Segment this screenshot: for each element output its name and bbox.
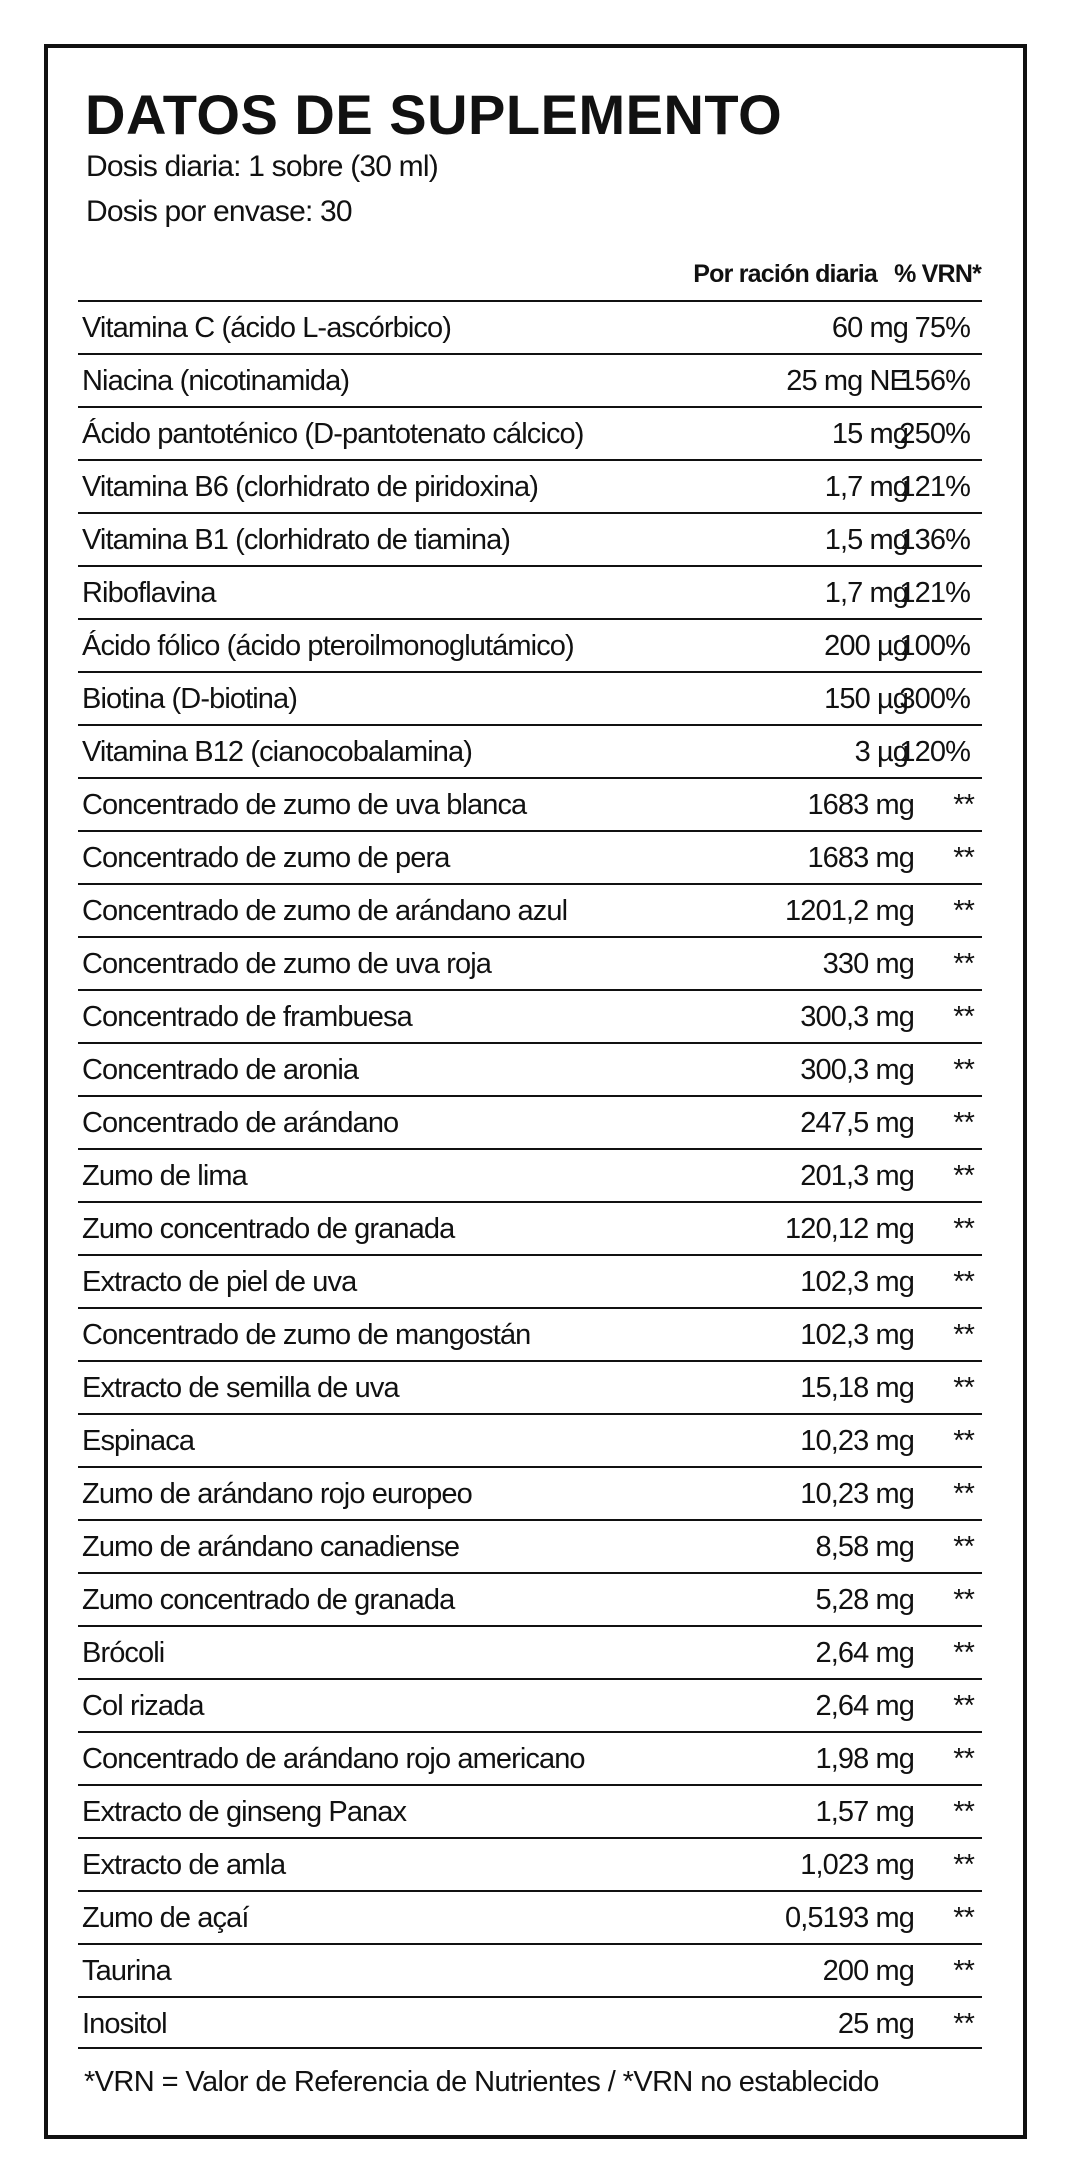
column-header-amount: Por ración diaria — [693, 260, 877, 288]
nutrient-amount: 1683 mg — [807, 842, 914, 874]
table-row — [78, 1572, 982, 1625]
nutrient-amount: 0,5193 mg — [785, 1902, 914, 1934]
nutrient-vrn: 120% — [899, 736, 970, 768]
nutrient-vrn: ** — [953, 1107, 974, 1139]
nutrient-name: Concentrado de zumo de arándano azul — [82, 895, 568, 927]
nutrient-table — [78, 300, 982, 2049]
nutrient-amount: 2,64 mg — [815, 1690, 914, 1722]
nutrient-amount: 15,18 mg — [800, 1372, 914, 1404]
table-row — [78, 1148, 982, 1201]
nutrient-amount: 200 µg — [824, 630, 908, 662]
table-row — [78, 936, 982, 989]
nutrient-amount: 5,28 mg — [815, 1584, 914, 1616]
nutrient-name: Zumo de arándano canadiense — [82, 1531, 460, 1563]
table-row — [78, 1360, 982, 1413]
column-header-vrn: % VRN* — [894, 260, 981, 288]
nutrient-amount: 2,64 mg — [815, 1637, 914, 1669]
table-row — [78, 989, 982, 1042]
nutrient-vrn: 121% — [899, 471, 970, 503]
nutrient-name: Vitamina B6 (clorhidrato de piridoxina) — [82, 471, 539, 503]
nutrient-vrn: ** — [953, 1372, 974, 1404]
nutrient-amount: 1,57 mg — [815, 1796, 914, 1828]
nutrient-amount: 1,7 mg — [824, 577, 908, 609]
table-row — [78, 724, 982, 777]
nutrient-vrn: 121% — [899, 577, 970, 609]
nutrient-amount: 1,98 mg — [815, 1743, 914, 1775]
nutrient-name: Vitamina B12 (cianocobalamina) — [82, 736, 472, 768]
table-row — [78, 459, 982, 512]
nutrient-name: Concentrado de arándano rojo americano — [82, 1743, 585, 1775]
table-row — [78, 777, 982, 830]
nutrient-name: Brócoli — [82, 1637, 165, 1669]
nutrient-amount: 10,23 mg — [800, 1425, 914, 1457]
nutrient-name: Vitamina C (ácido L-ascórbico) — [82, 312, 451, 344]
footnote: *VRN = Valor de Referencia de Nutrientes / *VRN no establecido — [84, 2066, 879, 2098]
nutrient-amount: 200 mg — [822, 1955, 914, 1987]
nutrient-name: Extracto de semilla de uva — [82, 1372, 399, 1404]
nutrient-vrn: ** — [953, 1531, 974, 1563]
table-row — [78, 1784, 982, 1837]
daily-dose: Dosis diaria: 1 sobre (30 ml) — [86, 150, 438, 183]
nutrient-amount: 15 mg — [831, 418, 908, 450]
table-row — [78, 406, 982, 459]
table-row — [78, 1254, 982, 1307]
nutrient-amount: 120,12 mg — [785, 1213, 914, 1245]
table-row — [78, 1837, 982, 1890]
nutrient-vrn: 250% — [899, 418, 970, 450]
nutrient-name: Ácido pantoténico (D-pantotenato cálcico) — [82, 418, 584, 450]
table-row — [78, 1201, 982, 1254]
servings-per-container: Dosis por envase: 30 — [86, 195, 352, 228]
table-row — [78, 1890, 982, 1943]
nutrient-vrn: ** — [953, 895, 974, 927]
nutrient-vrn: ** — [953, 1743, 974, 1775]
nutrient-amount: 8,58 mg — [815, 1531, 914, 1563]
nutrient-vrn: ** — [953, 1266, 974, 1298]
nutrient-vrn: ** — [953, 1001, 974, 1033]
nutrient-amount: 1201,2 mg — [785, 895, 914, 927]
nutrient-amount: 25 mg — [837, 2008, 914, 2040]
table-row — [78, 1519, 982, 1572]
table-row — [78, 1095, 982, 1148]
nutrient-name: Col rizada — [82, 1690, 204, 1722]
nutrient-name: Concentrado de zumo de uva blanca — [82, 789, 527, 821]
nutrient-vrn: ** — [953, 1319, 974, 1351]
table-row — [78, 671, 982, 724]
nutrient-vrn: ** — [953, 1584, 974, 1616]
nutrient-vrn: ** — [953, 948, 974, 980]
nutrient-vrn: ** — [953, 1425, 974, 1457]
nutrient-vrn: 136% — [899, 524, 970, 556]
nutrient-amount: 25 mg NE — [786, 365, 908, 397]
nutrient-name: Zumo de arándano rojo europeo — [82, 1478, 472, 1510]
nutrient-vrn: ** — [953, 1160, 974, 1192]
table-row — [78, 565, 982, 618]
nutrient-vrn: ** — [953, 1902, 974, 1934]
nutrient-name: Riboflavina — [82, 577, 216, 609]
nutrient-amount: 60 mg — [831, 312, 908, 344]
nutrient-vrn: ** — [953, 1690, 974, 1722]
table-row — [78, 883, 982, 936]
nutrient-vrn: 75% — [914, 312, 970, 344]
nutrient-name: Extracto de ginseng Panax — [82, 1796, 407, 1828]
nutrient-name: Extracto de piel de uva — [82, 1266, 357, 1298]
table-row — [78, 1625, 982, 1678]
nutrient-name: Concentrado de zumo de uva roja — [82, 948, 491, 980]
nutrient-amount: 1,7 mg — [824, 471, 908, 503]
nutrient-name: Zumo concentrado de granada — [82, 1213, 455, 1245]
nutrient-amount: 3 µg — [854, 736, 908, 768]
nutrient-vrn: ** — [953, 1054, 974, 1086]
nutrient-vrn: ** — [953, 1849, 974, 1881]
nutrient-amount: 1683 mg — [807, 789, 914, 821]
nutrient-name: Niacina (nicotinamida) — [82, 365, 350, 397]
nutrient-vrn: 300% — [899, 683, 970, 715]
table-row — [78, 1731, 982, 1784]
nutrient-amount: 102,3 mg — [800, 1266, 914, 1298]
label-title: DATOS DE SUPLEMENTO — [85, 83, 783, 146]
nutrient-name: Concentrado de zumo de pera — [82, 842, 450, 874]
table-row — [78, 1307, 982, 1360]
nutrient-name: Espinaca — [82, 1425, 195, 1457]
table-row — [78, 1413, 982, 1466]
nutrient-amount: 247,5 mg — [800, 1107, 914, 1139]
nutrient-name: Ácido fólico (ácido pteroilmonoglutámico) — [82, 630, 574, 662]
nutrient-vrn: ** — [953, 2008, 974, 2040]
nutrient-amount: 10,23 mg — [800, 1478, 914, 1510]
nutrient-name: Concentrado de frambuesa — [82, 1001, 412, 1033]
nutrient-vrn: 100% — [899, 630, 970, 662]
nutrient-name: Zumo concentrado de granada — [82, 1584, 455, 1616]
nutrient-amount: 1,023 mg — [800, 1849, 914, 1881]
nutrient-amount: 102,3 mg — [800, 1319, 914, 1351]
nutrient-name: Extracto de amla — [82, 1849, 286, 1881]
nutrient-amount: 201,3 mg — [800, 1160, 914, 1192]
nutrient-vrn: 156% — [899, 365, 970, 397]
table-row — [78, 1042, 982, 1095]
nutrient-name: Concentrado de zumo de mangostán — [82, 1319, 531, 1351]
nutrient-amount: 330 mg — [822, 948, 914, 980]
table-row — [78, 353, 982, 406]
nutrient-name: Concentrado de arándano — [82, 1107, 399, 1139]
nutrient-amount: 300,3 mg — [800, 1054, 914, 1086]
nutrient-name: Concentrado de aronia — [82, 1054, 359, 1086]
nutrient-vrn: ** — [953, 842, 974, 874]
nutrient-amount: 150 µg — [824, 683, 908, 715]
table-row — [78, 1678, 982, 1731]
table-row — [78, 618, 982, 671]
table-row — [78, 1996, 982, 2049]
table-row — [78, 1943, 982, 1996]
table-row — [78, 830, 982, 883]
table-row — [78, 512, 982, 565]
nutrient-name: Biotina (D-biotina) — [82, 683, 297, 715]
nutrient-vrn: ** — [953, 1796, 974, 1828]
nutrient-amount: 300,3 mg — [800, 1001, 914, 1033]
nutrient-vrn: ** — [953, 1955, 974, 1987]
table-row — [78, 300, 982, 353]
nutrient-name: Inositol — [82, 2008, 167, 2040]
nutrient-vrn: ** — [953, 1213, 974, 1245]
nutrient-name: Vitamina B1 (clorhidrato de tiamina) — [82, 524, 511, 556]
nutrient-vrn: ** — [953, 789, 974, 821]
nutrient-name: Zumo de lima — [82, 1160, 247, 1192]
nutrient-name: Taurina — [82, 1955, 171, 1987]
table-row — [78, 1466, 982, 1519]
nutrient-vrn: ** — [953, 1478, 974, 1510]
nutrient-vrn: ** — [953, 1637, 974, 1669]
nutrient-name: Zumo de açaí — [82, 1902, 249, 1934]
nutrient-amount: 1,5 mg — [824, 524, 908, 556]
